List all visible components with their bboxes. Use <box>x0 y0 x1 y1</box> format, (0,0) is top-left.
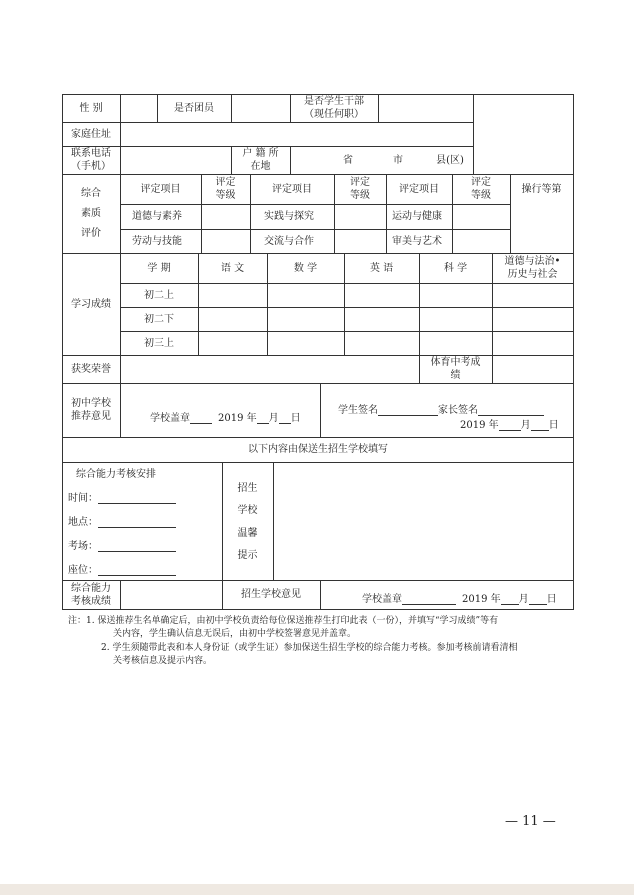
term-1: 初二上 <box>144 289 174 301</box>
league-label: 是否团员 <box>174 102 214 114</box>
quality-item-arts: 审美与艺术 <box>392 235 442 247</box>
term-2: 初二下 <box>144 313 174 325</box>
note-2-line-1: 2. 学生须随带此表和本人身份证（或学生证）参加保送生招生学校的综合能力考核。参加考核前请看清相 <box>101 643 518 653</box>
section-title: 以下内容由保送生招生学校填写 <box>248 444 388 455</box>
quality-item-morality: 道德与素养 <box>132 211 182 222</box>
subject-chinese: 语 文 <box>220 262 245 274</box>
opinion-label: 招生学校意见 <box>241 589 301 600</box>
note-1-line-2: 关内容，学生确认信息无误后，由初中学校签署意见并盖章。 <box>113 629 357 639</box>
quality-item-practice: 实践与探究 <box>264 211 314 222</box>
province-label: 省 <box>343 154 353 166</box>
subject-english: 英 语 <box>369 262 394 274</box>
pe-score-label: 体育中考成绩 <box>430 357 481 381</box>
exam-place: 地点： <box>62 514 222 530</box>
school-seal-line: 学校盖章 2019 年 月 日 <box>150 412 301 424</box>
quality-item-communication: 交流与合作 <box>264 235 314 247</box>
item-header-1: 评定项目 <box>140 183 181 195</box>
term-3: 初三上 <box>144 337 174 349</box>
city-label: 市 <box>393 154 403 166</box>
quality-item-sports: 运动与健康 <box>392 211 442 222</box>
exam-seat: 座位： <box>62 562 222 578</box>
term-header: 学 期 <box>147 262 171 274</box>
item-header-3: 评定项目 <box>399 183 439 195</box>
exam-time: 时间： <box>62 490 222 506</box>
result-label: 综合能力考核成绩 <box>71 582 111 607</box>
signature-date: 2019 年 月 日 <box>460 419 559 431</box>
page-bottom-band <box>0 884 634 895</box>
recommend-label: 初中学校推荐意见 <box>71 398 111 422</box>
result-seal-date: 学校盖章 2019 年 月 日 <box>362 593 557 605</box>
exam-arrangement-title: 综合能力考核安排 <box>76 468 156 480</box>
page-number: — 11 — <box>505 814 556 829</box>
grade-header-1: 评定等级 <box>215 177 236 201</box>
item-header-2: 评定项目 <box>272 183 312 195</box>
huji-label: 户 籍 所在地 <box>242 148 279 172</box>
gender-label: 性 别 <box>79 102 103 114</box>
phone-label: 联系电话（手机） <box>71 148 111 172</box>
county-label: 县(区) <box>436 154 464 166</box>
subject-morality-history: 道德与法治•历史与社会 <box>504 256 561 280</box>
conduct-header: 操行等第 <box>521 183 562 195</box>
address-label: 家庭住址 <box>71 128 111 140</box>
subject-math: 数 学 <box>293 262 318 274</box>
tips-label: 招生 学校 温馨 提示 <box>237 482 258 562</box>
exam-room: 考场： <box>62 538 222 554</box>
scores-title: 学习成绩 <box>71 298 111 310</box>
grade-header-3: 评定等级 <box>471 177 491 201</box>
quality-title: 综合 素质 评价 <box>81 188 101 239</box>
note-2-line-2: 关考核信息及提示内容。 <box>113 656 213 666</box>
signature-line: 学生签名 家长签名 <box>320 402 573 418</box>
quality-item-labor: 劳动与技能 <box>132 235 182 247</box>
cadre-label: 是否学生干部（现任何职） <box>304 96 364 120</box>
note-1-line-1: 注：1. 保送推荐生名单确定后，由初中学校负责给每位保送推荐生打印此表（一份），并填写“学习成绩”等有 <box>68 616 499 626</box>
subject-science: 科 学 <box>443 262 468 274</box>
grade-header-2: 评定等级 <box>350 177 370 201</box>
awards-label: 获奖荣誉 <box>71 363 111 375</box>
